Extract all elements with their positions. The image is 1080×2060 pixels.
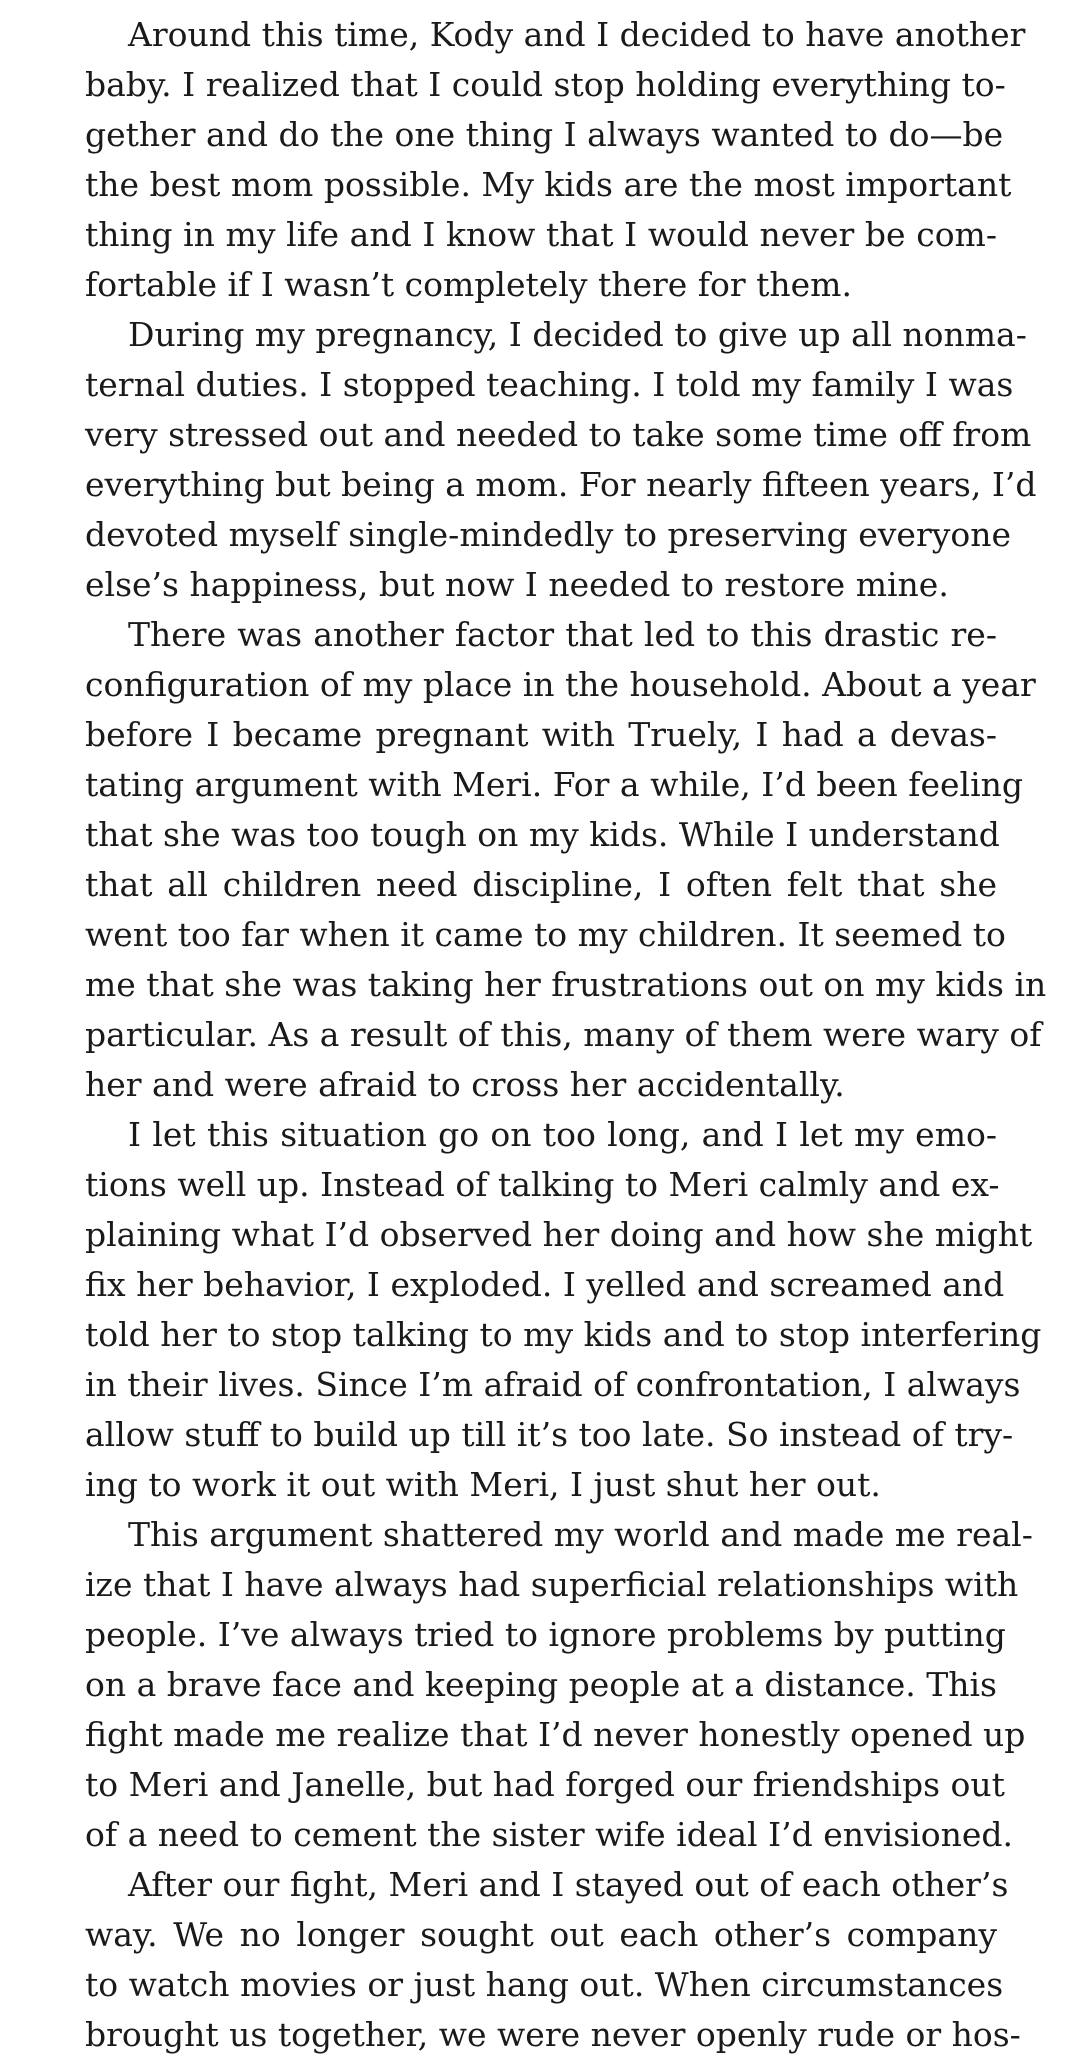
text-line: thing in my life and I know that I would never be com- [85,215,997,254]
paragraph [85,310,1037,610]
text-line: baby. I realized that I could stop holding everything to- [85,65,1006,104]
text-line: plaining what I’d observed her doing and how she might [85,1215,1033,1254]
text-line: configuration of my place in the household. About a year [85,665,1036,704]
text-line: before I became pregnant with Truely, I had a devas- [85,715,997,754]
text-line: ternal duties. I stopped teaching. I told my family I was [85,365,1014,404]
text-line: else’s happiness, but now I needed to restore mine. [85,565,949,604]
text-line: in their lives. Since I’m afraid of confrontation, I always [85,1365,1021,1404]
text-line: of a need to cement the sister wife ideal I’d envisioned. [85,1815,1013,1854]
text-line: way. We no longer sought out each other’s company [85,1915,997,1954]
book-page [85,10,1047,2060]
paragraph [85,1510,1033,1860]
text-line: Around this time, Kody and I decided to have another [128,15,1026,54]
text-line: that all children need discipline, I often felt that she [85,865,997,904]
text-line: This argument shattered my world and made me real- [128,1515,1033,1554]
text-line: fortable if I wasn’t completely there for them. [85,265,852,304]
text-line: fix her behavior, I exploded. I yelled and screamed and [85,1265,1005,1304]
paragraph [85,1860,1021,2060]
paragraph [85,1110,1042,1510]
text-line: me that she was taking her frustrations out on my kids in [85,965,1047,1004]
text-line: ing to work it out with Meri, I just shut her out. [85,1465,881,1504]
text-line: to Meri and Janelle, but had forged our friendships out [85,1765,1005,1804]
text-line: After our fight, Meri and I stayed out of each other’s [128,1865,1009,1904]
text-line: her and were afraid to cross her accidentally. [85,1065,845,1104]
text-line: on a brave face and keeping people at a distance. This [85,1665,997,1704]
text-line: fight made me realize that I’d never honestly opened up [85,1715,1026,1754]
text-line: very stressed out and needed to take some time off from [85,415,1032,454]
text-line: people. I’ve always tried to ignore problems by putting [85,1615,1006,1654]
text-line: particular. As a result of this, many of them were wary of [85,1015,1042,1054]
text-line: allow stuff to build up till it’s too late. So instead of try- [85,1415,1014,1454]
text-line: brought us together, we were never openly rude or hos- [85,2015,1021,2054]
text-line: told her to stop talking to my kids and to stop interfering [85,1315,1042,1354]
paragraph [85,10,1026,310]
text-line: that she was too tough on my kids. While I understand [85,815,1000,854]
paragraph [85,610,1047,1110]
text-line: ize that I have always had superficial relationships with [85,1565,1019,1604]
text-line: There was another factor that led to this drastic re- [128,615,997,654]
text-line: tions well up. Instead of talking to Meri calmly and ex- [85,1165,1000,1204]
text-line: During my pregnancy, I decided to give up all nonma- [128,315,1027,354]
text-line: gether and do the one thing I always wanted to do—be [85,115,1004,154]
text-line: devoted myself single-mindedly to preserving everyone [85,515,1012,554]
text-line: to watch movies or just hang out. When circumstances [85,1965,1004,2004]
text-line: everything but being a mom. For nearly fifteen years, I’d [85,465,1037,504]
text-line: I let this situation go on too long, and I let my emo- [128,1115,997,1154]
text-line: went too far when it came to my children. It seemed to [85,915,1006,954]
text-line: the best mom possible. My kids are the most important [85,165,1012,204]
text-line: tating argument with Meri. For a while, I’d been feeling [85,765,1024,804]
